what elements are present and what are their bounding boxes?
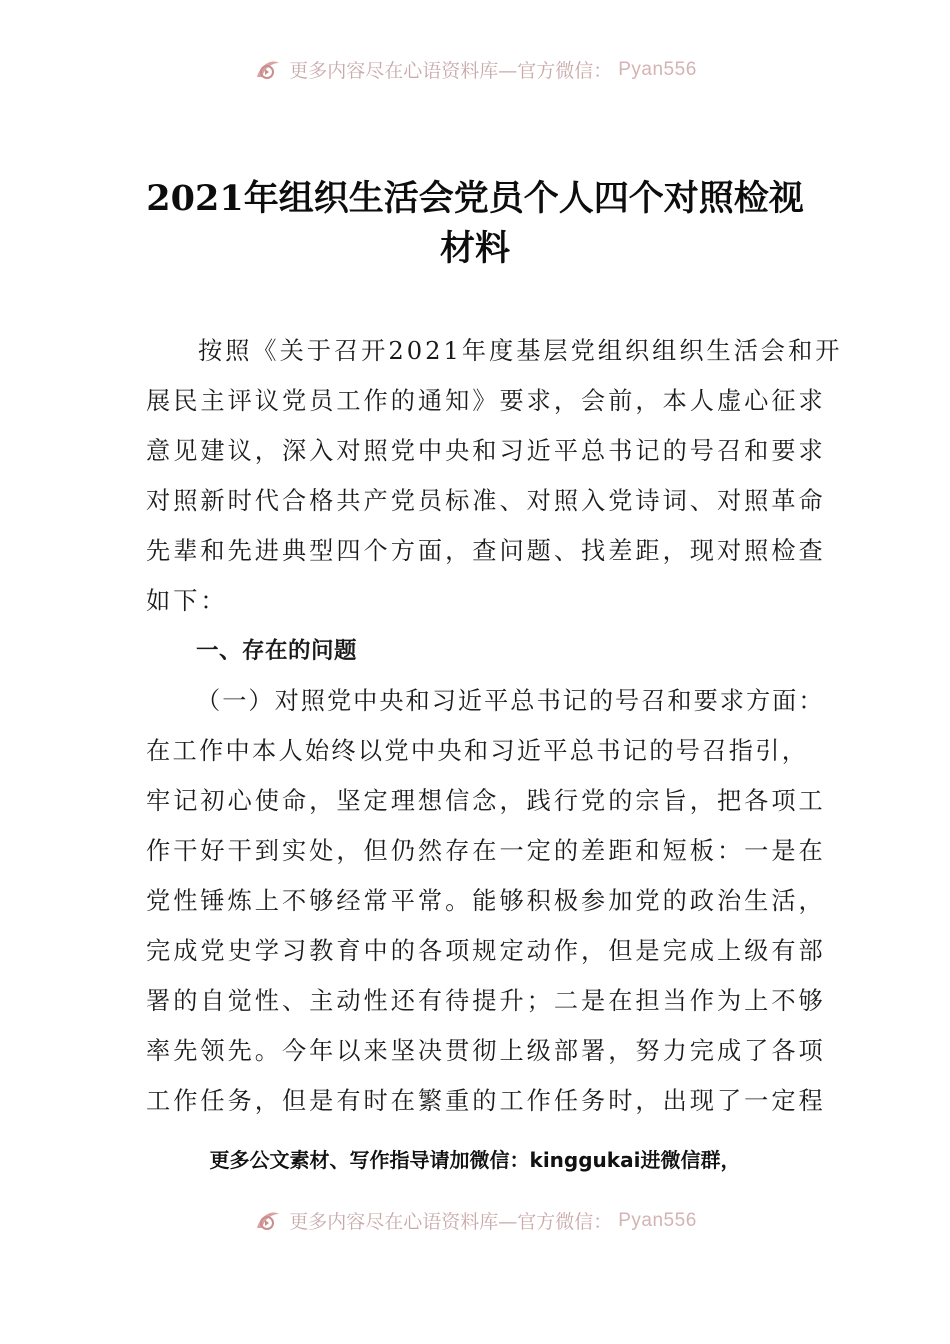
body-line: 对照新时代合格共产党员标准、对照入党诗词、对照革命 bbox=[146, 487, 826, 515]
body-line: 党性锤炼上不够经常平常。能够积极参加党的政治生活， bbox=[146, 887, 826, 915]
body-line: 先辈和先进典型四个方面，查问题、找差距，现对照检查 bbox=[146, 537, 826, 565]
body-line: 展民主评议党员工作的通知》要求，会前，本人虚心征求 bbox=[146, 387, 826, 415]
document-title bbox=[140, 174, 810, 274]
watermark-bottom bbox=[0, 1207, 950, 1234]
body-line: 完成党史学习教育中的各项规定动作，但是完成上级有部 bbox=[146, 937, 826, 965]
section-heading: 一、存在的问题 bbox=[196, 638, 358, 664]
watermark-logo-icon bbox=[253, 1208, 283, 1234]
title-line-1: 2021年组织生活会党员个人四个对照检视 bbox=[146, 178, 804, 219]
watermark-logo-icon bbox=[253, 57, 283, 83]
body-line: 按照《关于召开2021年度基层党组织组织生活会和开 bbox=[198, 337, 843, 365]
watermark-id: Pyan556 bbox=[618, 1209, 697, 1231]
watermark-top bbox=[0, 56, 950, 83]
title-line-2: 材料 bbox=[439, 228, 510, 269]
body-line: 率先领先。今年以来坚决贯彻上级部署，努力完成了各项 bbox=[146, 1037, 826, 1065]
subsection-line: （一）对照党中央和习近平总书记的号召和要求方面： bbox=[196, 687, 825, 715]
body-line: 如下： bbox=[146, 587, 228, 615]
body-line: 作干好干到实处，但仍然存在一定的差距和短板：一是在 bbox=[146, 837, 826, 865]
watermark-id: Pyan556 bbox=[618, 58, 697, 80]
body-line: 署的自觉性、主动性还有待提升；二是在担当作为上不够 bbox=[146, 987, 826, 1015]
watermark-text: 更多内容尽在心语资料库—官方微信： bbox=[289, 60, 613, 82]
body-line: 意见建议，深入对照党中央和习近平总书记的号召和要求 bbox=[146, 437, 826, 465]
watermark-text: 更多内容尽在心语资料库—官方微信： bbox=[289, 1211, 613, 1233]
body-line: 工作任务，但是有时在繁重的工作任务时，出现了一定程 bbox=[146, 1087, 826, 1115]
body-line: 牢记初心使命，坚定理想信念，践行党的宗旨，把各项工 bbox=[146, 787, 826, 815]
body-line: 在工作中本人始终以党中央和习近平总书记的号召指引， bbox=[146, 737, 809, 765]
document-body bbox=[146, 326, 843, 1126]
footer-note: 更多公文素材、写作指导请加微信：kinggukai进微信群， bbox=[209, 1148, 741, 1172]
